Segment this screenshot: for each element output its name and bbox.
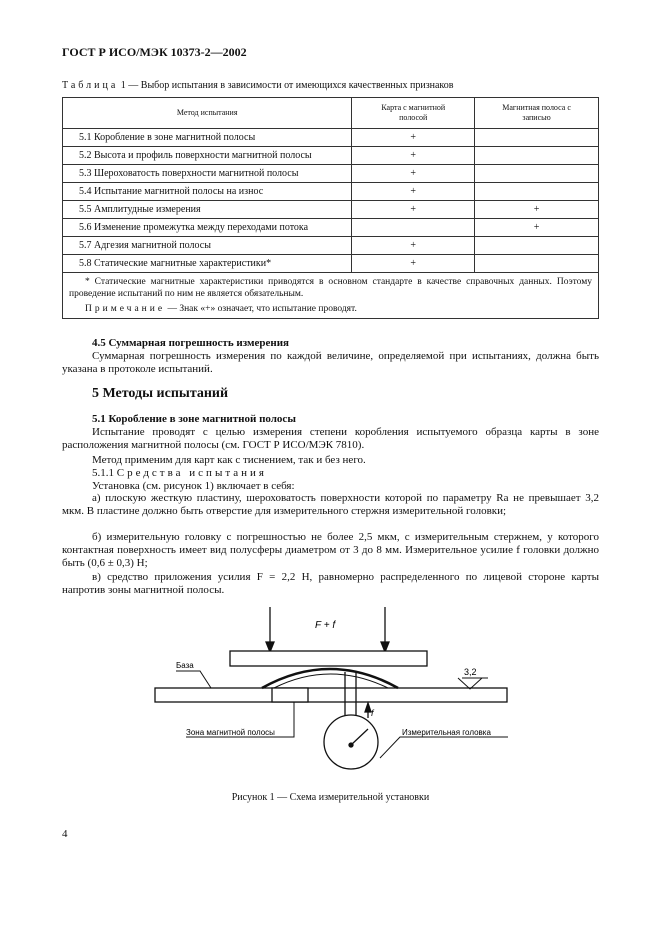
force-label: F + f [315, 620, 336, 631]
head-label: Измерительная головка [402, 728, 491, 737]
method-cell: 5.7 Адгезия магнитной полосы [63, 237, 352, 255]
list-item-a: а) плоскую жесткую пластину, шероховатость поверхности которой по параметру Ra не превышает 3,2 мкм. В пластине должно быть отверстие для измерительного стержня измерительной головки; [62, 492, 599, 517]
card-cell: + [352, 147, 475, 165]
card-cell: + [352, 237, 475, 255]
section-4-5-text: Суммарная погрешность измерения по каждой величине, определяемой при испытаниях, должна быть указана в протоколе испытаний. [62, 350, 599, 375]
footnote-text: * Статические магнитные характеристики приводятся в основном стандарте в качестве справочных данных. Поэтому проведение испытаний по ним не является обязательным. [69, 277, 592, 299]
method-cell: 5.3 Шероховатость поверхности магнитной полосы [63, 165, 352, 183]
method-cell: 5.8 Статические магнитные характеристики* [63, 255, 352, 273]
subsection-number: 5.1.1 [92, 467, 117, 479]
card-cell: + [352, 165, 475, 183]
subsection-title: Средства испытания [116, 467, 267, 479]
method-cell: 5.2 Высота и профиль поверхности магнитной полосы [63, 147, 352, 165]
table-caption-label: Таблица [62, 80, 119, 91]
indicator-dial [324, 715, 378, 769]
probe-force-label: f [371, 708, 374, 718]
figure-caption: Рисунок 1 — Схема измерительной установки [231, 792, 430, 803]
list-item-v: в) средство приложения усилия F = 2,2 Н, равномерно распределенного по лицевой стороне карты напротив зоны магнитной полосы. [62, 571, 599, 596]
section-5-1-p1: Испытание проводят с целью измерения степени коробления испытуемого образца карты в зоне расположения магнитной полосы (см. ГОСТ Р ИСО/МЭК 7810). [62, 426, 599, 451]
section-4-5-title: 4.5 Суммарная погрешность измерения [92, 337, 290, 349]
page-number: 4 [62, 828, 68, 840]
section-5-title: 5 Методы испытаний [92, 386, 229, 401]
card-curve [262, 669, 398, 688]
method-cell: 5.5 Амплитудные измерения [63, 201, 352, 219]
method-cell: 5.1 Коробление в зоне магнитной полосы [63, 129, 352, 147]
note-label: Примечание [85, 304, 166, 314]
roughness-symbol [458, 678, 482, 689]
table-caption-text: 1 — Выбор испытания в зависимости от имеющихся качественных признаков [118, 80, 454, 91]
card-cell: + [352, 183, 475, 201]
roughness-label: 3,2 [464, 667, 477, 677]
section-5-1-title: 5.1 Коробление в зоне магнитной полосы [92, 413, 296, 425]
method-cell: 5.4 Испытание магнитной полосы на износ [63, 183, 352, 201]
column-header: Магнитная полоса с записью [475, 98, 599, 129]
head-leader-line [380, 737, 508, 758]
pressure-plate [230, 651, 427, 666]
stripe-cell: + [475, 201, 599, 219]
column-header: Карта с магнитной полосой [352, 98, 475, 129]
section-5-1-p3: Установка (см. рисунок 1) включает в себя: [92, 480, 295, 492]
section-5-1-p2: Метод применим для карт как с тиснением, так и без него. [92, 454, 366, 466]
stripe-cell: + [475, 219, 599, 237]
document-code: ГОСТ Р ИСО/МЭК 10373-2—2002 [62, 45, 247, 59]
magnetic-stripe-zone [272, 688, 308, 702]
base-label: База [176, 661, 194, 670]
zone-label: Зона магнитной полосы [186, 728, 275, 737]
note-text: — Знак «+» означает, что испытание проводят. [165, 304, 357, 314]
card-cell: + [352, 255, 475, 273]
method-cell: 5.6 Изменение промежутка между переходами потока [63, 219, 352, 237]
card-cell: + [352, 201, 475, 219]
card-cell: + [352, 129, 475, 147]
list-item-b: б) измерительную головку с погрешностью не более 2,5 мкм, с измерительным стержнем, у которого контактная поверхность имеет вид полусферы диаметром от 3 до 8 мм. Измерительное усилие f головки должно быть (0,6 ± 0,3) Н; [62, 531, 599, 569]
base-plate [155, 688, 507, 702]
column-header: Метод испытания [63, 98, 352, 129]
base-leader-line [176, 671, 211, 688]
